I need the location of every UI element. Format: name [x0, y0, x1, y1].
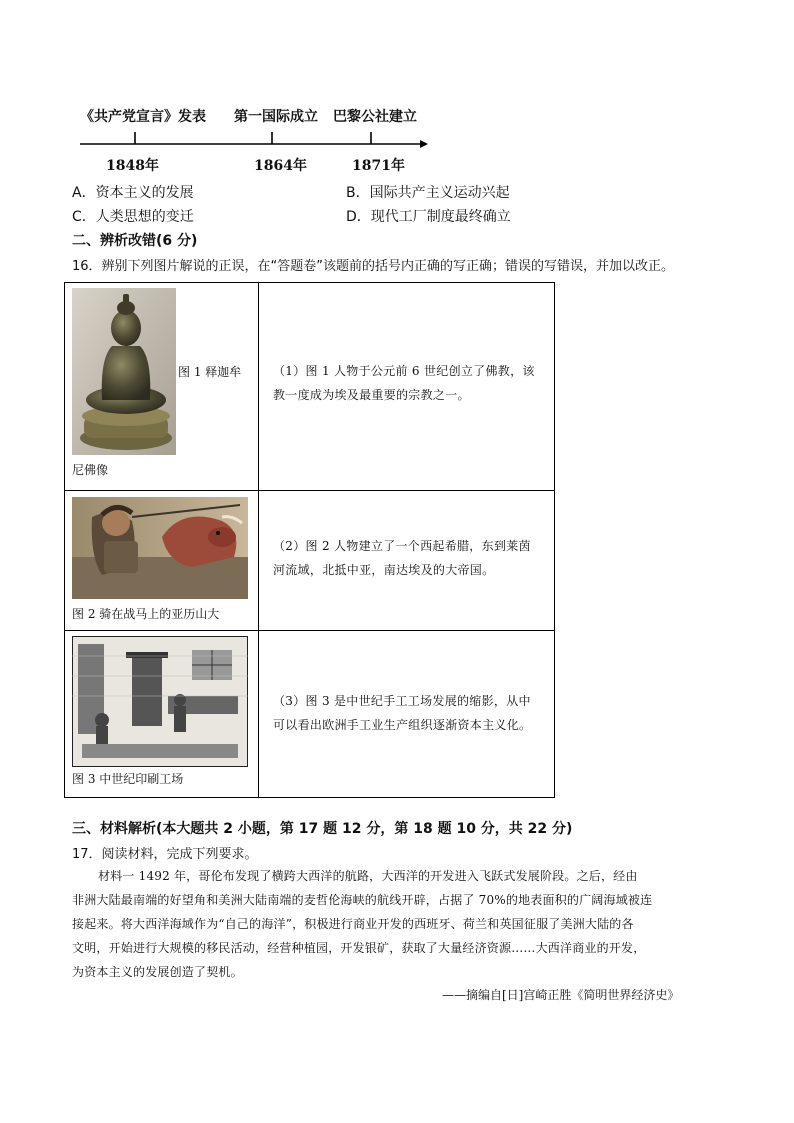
timeline-event-3: 巴黎公社建立 [333, 109, 417, 125]
statement-2 [273, 534, 549, 582]
section-3-title: 三、材料解析(本大题共 2 小题，第 17 题 12 分，第 18 题 10 分，共 22 分) [72, 821, 573, 837]
timeline-year-1: 1848年 [106, 158, 159, 174]
timeline-year-2: 1864年 [254, 158, 307, 174]
statement-3-line-2: 可以看出欧洲手工业生产组织逐渐资本主义化。 [273, 718, 532, 732]
material-line-5: 为资本主义的发展创造了契机。 [72, 965, 243, 979]
material-line-2: 非洲大陆最南端的好望角和美洲大陆南端的麦哲伦海峡的航线开辟，占据了 70%的地表面积的广阔海域被连 [72, 893, 653, 907]
question-16: 16．辨别下列图片解说的正误，在“答题卷”该题前的括号内正确的写正确；错误的写错误，并加以改正。 [72, 259, 675, 274]
timeline-event-2: 第一国际成立 [234, 109, 318, 125]
option-c: C．人类思想的变迁 [72, 209, 194, 225]
material-line-4: 文明，开始进行大规模的移民活动，经营种植园，开发银矿，获取了大量经济资源……大西洋商业的开发， [72, 941, 646, 955]
timeline-year-3: 1871年 [352, 158, 405, 174]
statement-3 [273, 689, 549, 737]
table-row [65, 283, 554, 491]
option-b: B．国际共产主义运动兴起 [346, 185, 510, 201]
question-17: 17．阅读材料，完成下列要求。 [72, 847, 258, 862]
material-line-3: 接起来。将大西洋海域作为“自己的海洋”，积极进行商业开发的西班牙、荷兰和英国征服了美洲大陆的各 [72, 917, 634, 931]
figure-table [64, 282, 555, 798]
buddha-statue-image [72, 288, 176, 455]
printing-workshop-image [72, 636, 248, 767]
option-d: D．现代工厂制度最终确立 [346, 209, 511, 225]
figure-3-caption: 图 3 中世纪印刷工场 [72, 772, 184, 786]
statement-2-line-2: 河流域，北抵中亚，南达埃及的大帝国。 [273, 563, 495, 577]
figure-1-caption-b: 尼佛像 [72, 463, 109, 477]
timeline-arrow [420, 140, 428, 148]
statement-2-line-1: （2）图 2 人物建立了一个西起希腊，东到莱茵 [273, 539, 531, 553]
statement-1-line-2: 教一度成为埃及最重要的宗教之一。 [273, 388, 470, 402]
figure-2-caption: 图 2 骑在战马上的亚历山大 [72, 607, 220, 621]
statement-3-line-1: （3）图 3 是中世纪手工工场发展的缩影，从中 [273, 694, 531, 708]
alexander-mosaic-image [72, 497, 248, 599]
timeline-event-1: 《共产党宣言》发表 [80, 109, 206, 125]
statement-1-line-1: （1）图 1 人物于公元前 6 世纪创立了佛教，该 [273, 364, 535, 378]
table-row [65, 491, 554, 631]
material-source: ——摘编自[日]宫崎正胜《简明世界经济史》 [442, 988, 680, 1002]
statement-1 [273, 359, 549, 407]
option-a: A．资本主义的发展 [72, 185, 194, 201]
material-1 [72, 864, 652, 984]
table-row [65, 631, 554, 797]
section-2-title: 二、辨析改错(6 分) [72, 233, 198, 249]
figure-1-caption-a: 图 1 释迦牟 [178, 365, 242, 379]
material-line-1: 材料一 1492 年，哥伦布发现了横跨大西洋的航路，大西洋的开发进入飞跃式发展阶段。之后，经由 [98, 869, 638, 883]
